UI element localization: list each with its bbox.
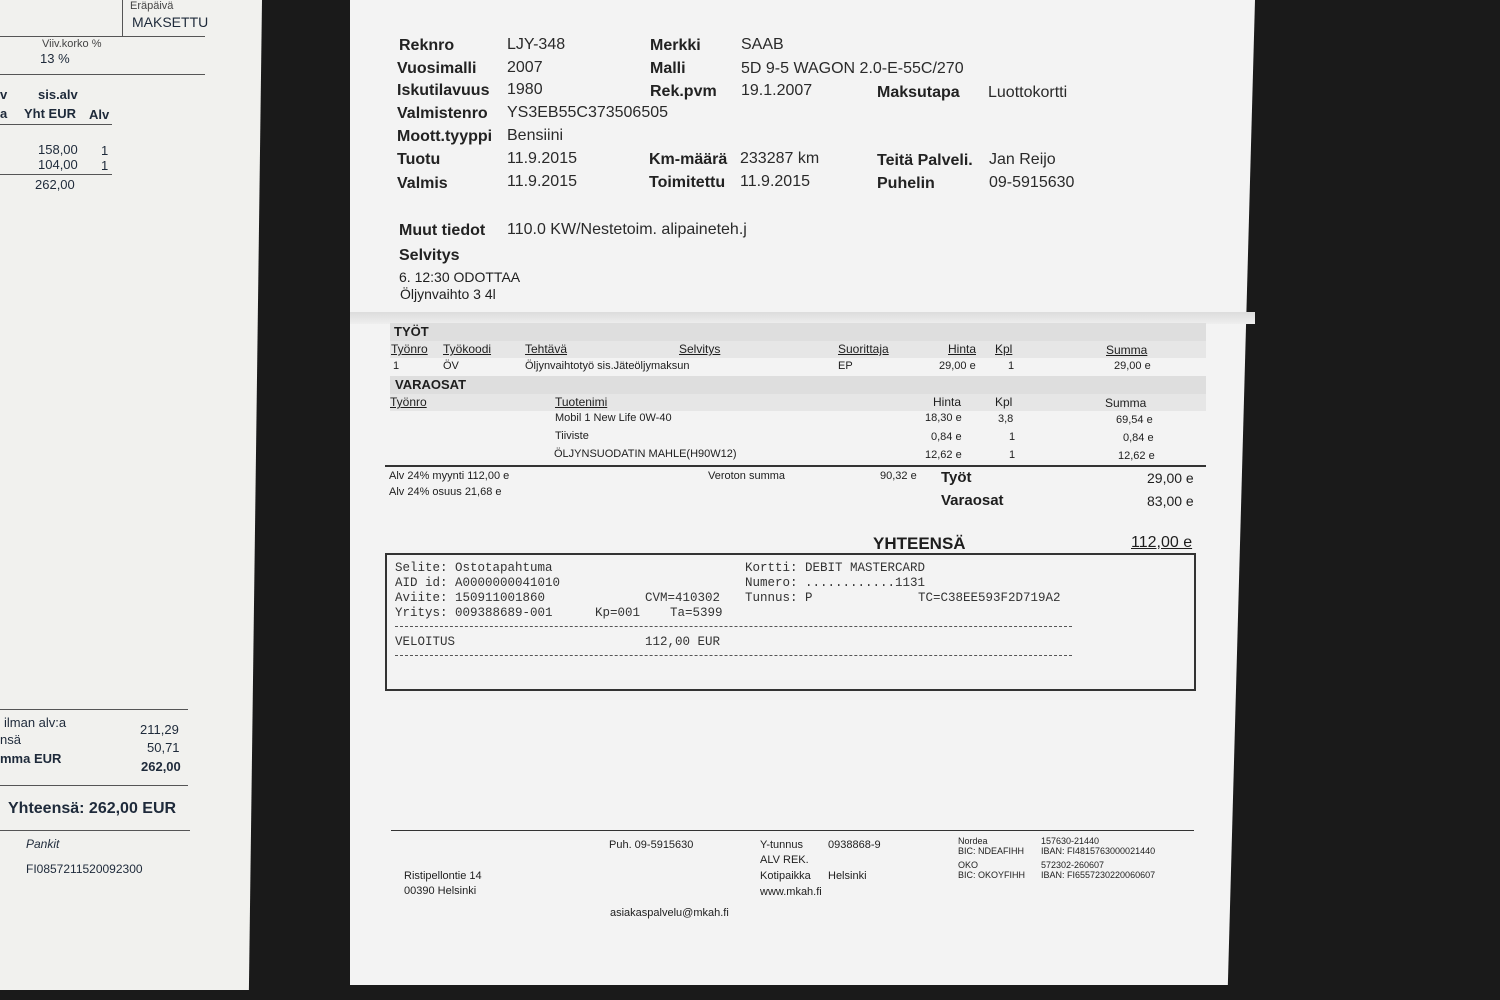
vuosimalli-value: 2007 bbox=[507, 59, 543, 76]
totals-divider bbox=[385, 465, 1206, 467]
slip-selite: Selite: Ostotapahtuma bbox=[395, 561, 553, 575]
viivkorko-label: Viiv.korko % bbox=[42, 38, 102, 50]
tyot-cell: ÖV bbox=[443, 360, 459, 372]
iskutilavuus-value: 1980 bbox=[507, 81, 543, 98]
moottyyppi-value: Bensiini bbox=[507, 127, 564, 144]
malli-label: Malli bbox=[650, 60, 686, 77]
merkki-value: SAAB bbox=[741, 36, 784, 53]
slip-ta: Ta=5399 bbox=[670, 606, 723, 620]
muut-label: Muut tiedot bbox=[399, 222, 486, 239]
toimitettu-label: Toimitettu bbox=[649, 174, 726, 191]
varaosat-shade bbox=[390, 376, 1206, 394]
rekpvm-label: Rek.pvm bbox=[650, 83, 717, 100]
left-row-alv: 1 bbox=[101, 158, 109, 173]
slip-aviite: Aviite: 150911001860 bbox=[395, 591, 546, 605]
bank-bic: BIC: OKOYFIHH bbox=[958, 870, 1026, 880]
slip-tc: TC=C38EE593F2D719A2 bbox=[918, 591, 1061, 605]
puhelin-value: 09-5915630 bbox=[989, 174, 1075, 191]
divider bbox=[122, 0, 123, 36]
slip-numero: Numero: ............1131 bbox=[745, 576, 926, 590]
bank-iban: IBAN: FI6557230220060607 bbox=[1041, 870, 1156, 880]
mma-label: mma EUR bbox=[0, 751, 62, 766]
veroton-value: 90,32 e bbox=[880, 470, 917, 482]
maksutapa-value: Luottokortti bbox=[988, 84, 1068, 101]
col-tuotenimi: Tuotenimi bbox=[555, 395, 608, 409]
part-summa: 12,62 e bbox=[1118, 450, 1155, 462]
part-name: ÖLJYNSUODATIN MAHLE(H90W12) bbox=[554, 448, 737, 460]
bank-account: 157630-21440 bbox=[1041, 836, 1100, 846]
malli-value: 5D 9-5 WAGON 2.0-E-55C/270 bbox=[741, 60, 964, 77]
divider bbox=[0, 709, 188, 710]
bank-account: 572302-260607 bbox=[1041, 860, 1105, 870]
slip-veloitus-label: VELOITUS bbox=[395, 635, 456, 649]
kmmaara-value: 233287 km bbox=[740, 150, 820, 167]
col-kpl: Kpl bbox=[995, 395, 1013, 409]
pankit-label: Pankit bbox=[26, 837, 60, 851]
valmistenro-label: Valmistenro bbox=[397, 105, 488, 122]
kmmaara-label: Km-määrä bbox=[649, 151, 728, 168]
nsa-value: 50,71 bbox=[147, 740, 180, 755]
merkki-label: Merkki bbox=[650, 37, 701, 54]
a-fragment: a bbox=[0, 106, 8, 121]
tyot-shade bbox=[390, 323, 1206, 341]
left-iban: FI0857211520092300 bbox=[26, 862, 143, 876]
slip-cvm: CVM=410302 bbox=[645, 591, 721, 605]
footer-alvrek: ALV REK. bbox=[760, 854, 809, 866]
footer-address: Ristipellontie 14 bbox=[404, 870, 482, 882]
bank-bic: BIC: NDEAFIHH bbox=[958, 846, 1025, 856]
footer-address: 00390 Helsinki bbox=[404, 885, 477, 897]
divider bbox=[0, 785, 188, 786]
tyot-cell: 29,00 e bbox=[1114, 360, 1151, 372]
divider bbox=[0, 124, 112, 125]
valmis-label: Valmis bbox=[397, 175, 448, 192]
left-row-amount: 158,00 bbox=[38, 142, 78, 157]
divider bbox=[0, 830, 190, 831]
selvitys-line: 6. 12:30 ODOTTAA bbox=[399, 269, 521, 285]
tuotu-value: 11.9.2015 bbox=[507, 150, 577, 167]
viivkorko-value: 13 % bbox=[40, 51, 70, 66]
grand-total-value: 112,00 e bbox=[1131, 534, 1193, 551]
left-row-amount: 104,00 bbox=[38, 157, 78, 172]
slip-tunnus: Tunnus: P bbox=[745, 591, 813, 605]
toimitettu-value: 11.9.2015 bbox=[740, 173, 810, 190]
moottyyppi-label: Moott.tyyppi bbox=[397, 128, 493, 145]
bank-name: Nordea bbox=[958, 836, 988, 846]
erapaiva-label: Eräpäivä bbox=[130, 0, 174, 12]
footer-phone: Puh. 09-5915630 bbox=[609, 839, 694, 851]
tyot-cell: Öljynvaihtotyö sis.Jäteöljymaksun bbox=[525, 360, 690, 372]
col-summa: Summa bbox=[1105, 396, 1147, 410]
slip-aid: AID id: A0000000041010 bbox=[395, 576, 561, 590]
part-hinta: 18,30 e bbox=[925, 412, 962, 424]
part-hinta: 0,84 e bbox=[931, 431, 962, 443]
col-hinta: Hinta bbox=[933, 395, 962, 409]
tuotu-label: Tuotu bbox=[397, 151, 441, 168]
veroton-label: Veroton summa bbox=[708, 470, 786, 482]
slip-separator bbox=[395, 655, 1072, 656]
col-selvitys: Selvitys bbox=[679, 342, 721, 356]
divider bbox=[0, 36, 205, 37]
tyot-cell: 1 bbox=[1008, 360, 1015, 372]
left-total: Yhteensä: 262,00 EUR bbox=[8, 800, 177, 817]
palveli-label: Teitä Palveli. bbox=[877, 152, 973, 169]
tyot-total-label: Työt bbox=[941, 469, 972, 486]
part-hinta: 12,62 e bbox=[925, 449, 962, 461]
selvitys-label: Selvitys bbox=[399, 247, 460, 264]
puhelin-label: Puhelin bbox=[877, 175, 935, 192]
tyot-total-value: 29,00 e bbox=[1147, 470, 1194, 486]
footer-divider bbox=[391, 830, 1194, 831]
muut-value: 110.0 KW/Nestetoim. alipaineteh.j bbox=[507, 221, 747, 238]
valmistenro-value: YS3EB55C373506505 bbox=[507, 104, 669, 121]
divider bbox=[0, 174, 112, 175]
col-kpl: Kpl bbox=[995, 342, 1013, 356]
varaosat-title: VARAOSAT bbox=[395, 377, 467, 392]
part-kpl: 1 bbox=[1009, 449, 1016, 461]
tyot-cell: 29,00 e bbox=[939, 360, 976, 372]
footer-kotipaikka-label: Kotipaikka bbox=[760, 870, 811, 882]
varaosat-total-label: Varaosat bbox=[941, 492, 1004, 509]
erapaiva-value: MAKSETTU bbox=[132, 14, 209, 30]
sisalv-header: sis.alv bbox=[38, 87, 78, 102]
varaosat-total-value: 83,00 e bbox=[1147, 493, 1194, 509]
part-summa: 0,84 e bbox=[1123, 432, 1154, 444]
tyot-cell: EP bbox=[838, 360, 853, 372]
slip-kp: Kp=001 bbox=[595, 606, 641, 620]
reknro-label: Reknro bbox=[399, 37, 455, 54]
valmis-value: 11.9.2015 bbox=[507, 173, 577, 190]
grand-total-label: YHTEENSÄ bbox=[873, 534, 966, 553]
iskutilavuus-label: Iskutilavuus bbox=[397, 82, 490, 99]
slip-separator bbox=[395, 626, 1072, 627]
maksutapa-label: Maksutapa bbox=[877, 84, 960, 101]
varaosat-header-shade bbox=[390, 394, 1206, 411]
slip-kortti: Kortti: DEBIT MASTERCARD bbox=[745, 561, 926, 575]
alv-header: Alv bbox=[89, 107, 110, 122]
ilman-alv-value: 211,29 bbox=[140, 722, 179, 737]
part-summa: 69,54 e bbox=[1116, 414, 1153, 426]
palveli-value: Jan Reijo bbox=[989, 151, 1056, 168]
col-summa: Summa bbox=[1106, 343, 1148, 357]
col-tyonro: Työnro bbox=[391, 342, 428, 356]
footer-ytunnus-label: Y-tunnus bbox=[760, 839, 804, 851]
col-tyonro: Työnro bbox=[390, 395, 427, 409]
rekpvm-value: 19.1.2007 bbox=[741, 82, 813, 99]
yht-eur-header: Yht EUR bbox=[24, 106, 76, 121]
tyot-cell: 1 bbox=[393, 360, 400, 372]
ilman-alv-label: ilman alv:a bbox=[4, 715, 67, 730]
nsa-label: nsä bbox=[0, 732, 21, 747]
col-tehtava: Tehtävä bbox=[525, 342, 568, 356]
part-name: Mobil 1 New Life 0W-40 bbox=[555, 412, 672, 424]
selvitys-line: Öljynvaihto 3 4l bbox=[400, 286, 496, 302]
divider bbox=[0, 74, 205, 75]
alv-myynti: Alv 24% myynti 112,00 e bbox=[389, 470, 510, 482]
vuosimalli-label: Vuosimalli bbox=[397, 60, 477, 77]
alv-osuus: Alv 24% osuus 21,68 e bbox=[389, 486, 502, 498]
tyot-title: TYÖT bbox=[394, 324, 429, 339]
footer-ytunnus: 0938868-9 bbox=[828, 839, 881, 851]
part-kpl: 3,8 bbox=[998, 413, 1014, 425]
footer-email[interactable]: asiakaspalvelu@mkah.fi bbox=[610, 907, 729, 919]
left-subtotal: 262,00 bbox=[35, 177, 75, 192]
col-tyokoodi: Työkoodi bbox=[443, 342, 492, 356]
bank-name: OKO bbox=[958, 860, 979, 870]
footer-www[interactable]: www.mkah.fi bbox=[760, 886, 822, 898]
part-name: Tiiviste bbox=[555, 430, 589, 442]
left-row-alv: 1 bbox=[101, 143, 109, 158]
part-kpl: 1 bbox=[1009, 431, 1016, 443]
slip-yritys: Yritys: 009388689-001 bbox=[395, 606, 553, 620]
bank-iban: IBAN: FI4815763000021440 bbox=[1041, 846, 1156, 856]
v-fragment: v bbox=[0, 87, 8, 102]
footer-kotipaikka: Helsinki bbox=[828, 870, 867, 882]
mma-value: 262,00 bbox=[141, 759, 181, 774]
slip-veloitus-value: 112,00 EUR bbox=[645, 635, 721, 649]
col-suorittaja: Suorittaja bbox=[838, 342, 889, 356]
col-hinta: Hinta bbox=[948, 342, 977, 356]
reknro-value: LJY-348 bbox=[507, 36, 566, 53]
tyot-header-shade bbox=[390, 341, 1206, 358]
